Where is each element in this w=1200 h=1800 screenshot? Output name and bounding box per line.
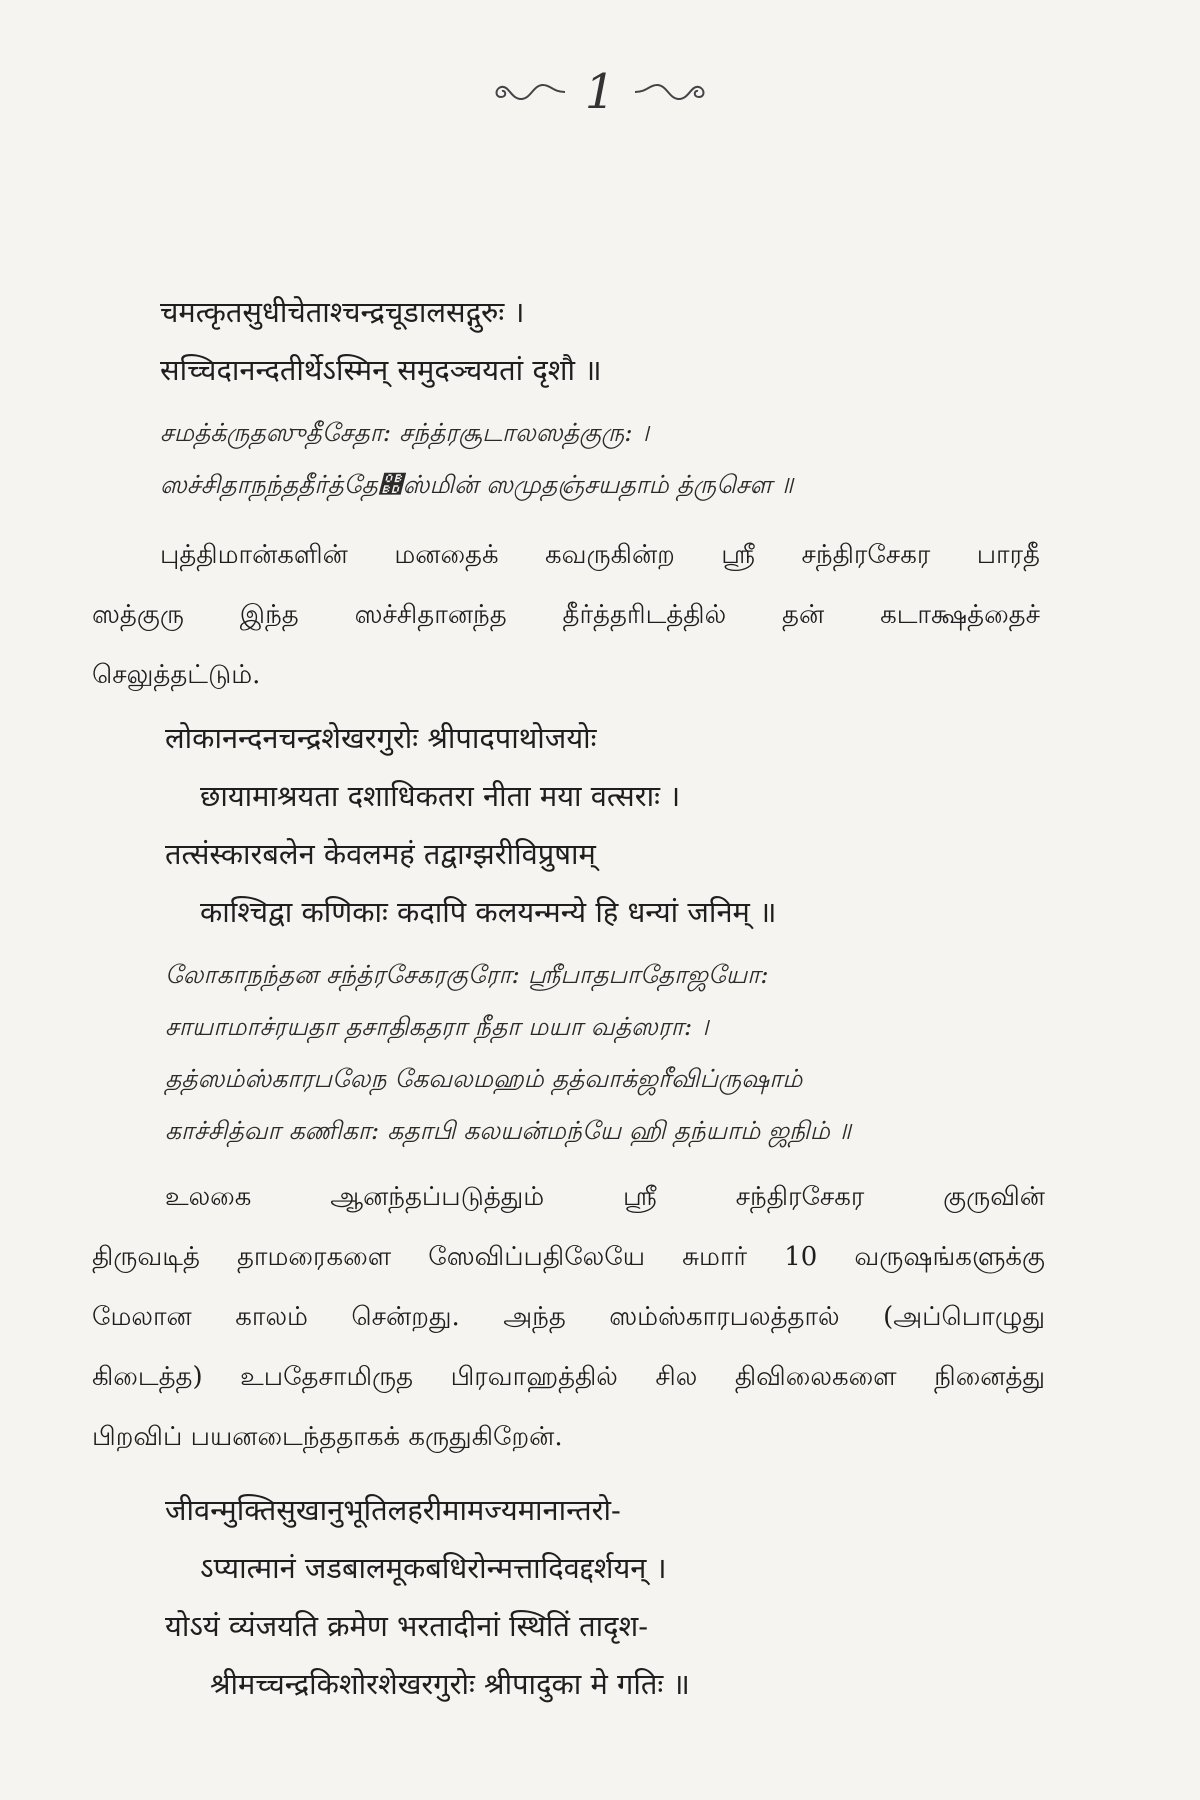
verse-2-meaning-line-3: மேலான காலம் சென்றது. அந்த ஸம்ஸ்காரபலத்தால் (அப்பொழுது: [92, 1302, 1045, 1332]
verse-2-transliteration-line-1: லோகாநந்தன சந்த்ரசேகரகுரோ: ஸ்ரீபாதபாதோஜயோ:: [165, 960, 769, 989]
verse-1-transliteration-line-1: சமத்க்ருதஸுதீசேதா: சந்த்ரசூடாலஸத்குரு: ।: [160, 418, 649, 447]
verse-2-meaning-line-4: கிடைத்த) உபதேசாமிருத பிரவாஹத்தில் சில திவிலைகளை நினைத்து: [92, 1362, 1045, 1392]
verse-2-transliteration-line-4: காச்சித்வா கணிகா: கதாபி கலயன்மந்யே ஹி தந்யாம் ஜநிம் ॥: [165, 1116, 851, 1145]
verse-2-sanskrit-line-3: तत्संस्कारबलेन केवलमहं तद्वाग्झरीविप्रुषाम्: [165, 837, 596, 871]
verse-3-sanskrit-line-2: ऽप्यात्मानं जडबालमूकबधिरोन्मत्तादिवद्दर्शयन् ।: [200, 1551, 667, 1585]
verse-3-sanskrit-line-3: योऽयं व्यंजयति क्रमेण भरतादीनां स्थितिं तादृश-: [165, 1609, 649, 1643]
verse-2-meaning-line-1: உலகை ஆனந்தப்படுத்தும் ஸ்ரீ சந்திரசேகர குருவின்: [165, 1182, 1045, 1212]
verse-1-sanskrit-line-2: सच्चिदानन्दतीर्थेऽस्मिन् समुदञ्चयतां दृशौ ॥: [160, 353, 602, 387]
verse-2-transliteration-line-3: தத்ஸம்ஸ்காரபலேந கேவலமஹம் தத்வாக்ஜரீவிப்ருஷாம்: [165, 1064, 803, 1093]
page-number: 1: [584, 64, 616, 120]
verse-2-sanskrit-line-2: छायामाश्रयता दशाधिकतरा नीता मया वत्सराः ।: [200, 779, 681, 813]
verse-1-meaning-line-2: ஸத்குரு இந்த ஸச்சிதானந்த தீர்த்தரிடத்தில் தன் கடாக்ஷத்தைச்: [92, 600, 1040, 630]
verse-2-sanskrit-line-1: लोकानन्दनचन्द्रशेखरगुरोः श्रीपादपाथोजयोः: [165, 721, 597, 755]
verse-1-transliteration-line-2: ஸச்சிதாநந்ததீர்த்தே஽ஸ்மின் ஸமுதஞ்சயதாம் த்ருசௌ ॥: [160, 470, 794, 499]
verse-2-meaning-line-5: பிறவிப் பயனடைந்ததாகக் கருதுகிறேன்.: [92, 1422, 563, 1452]
left-scroll-ornament-icon: [491, 77, 571, 107]
verse-2-transliteration-line-2: சாயாமாச்ரயதா தசாதிகதரா நீதா மயா வத்ஸரா: ।: [165, 1012, 709, 1041]
verse-1-sanskrit-line-1: चमत्कृतसुधीचेताश्चन्द्रचूडालसद्गुरुः ।: [160, 295, 525, 329]
verse-3-sanskrit-line-4: श्रीमच्चन्द्रकिशोरशेखरगुरोः श्रीपादुका मे गतिः ॥: [210, 1667, 690, 1701]
verse-1-meaning-line-1: புத்திமான்களின் மனதைக் கவருகின்ற ஸ்ரீ சந்திரசேகர பாரதீ: [160, 540, 1040, 570]
verse-1-meaning-line-3: செலுத்தட்டும்.: [92, 660, 261, 690]
right-scroll-ornament-icon: [629, 77, 709, 107]
verse-3-sanskrit-line-1: जीवन्मुक्तिसुखानुभूतिलहरीमामज्यमानान्तरो-: [165, 1493, 621, 1527]
page-header: [0, 64, 1200, 120]
verse-2-sanskrit-line-4: काश्चिद्वा कणिकाः कदापि कलयन्मन्ये हि धन्यां जनिम् ॥: [200, 895, 777, 929]
verse-2-meaning-line-2: திருவடித் தாமரைகளை ஸேவிப்பதிலேயே சுமார் 10 வருஷங்களுக்கு: [92, 1242, 1045, 1272]
